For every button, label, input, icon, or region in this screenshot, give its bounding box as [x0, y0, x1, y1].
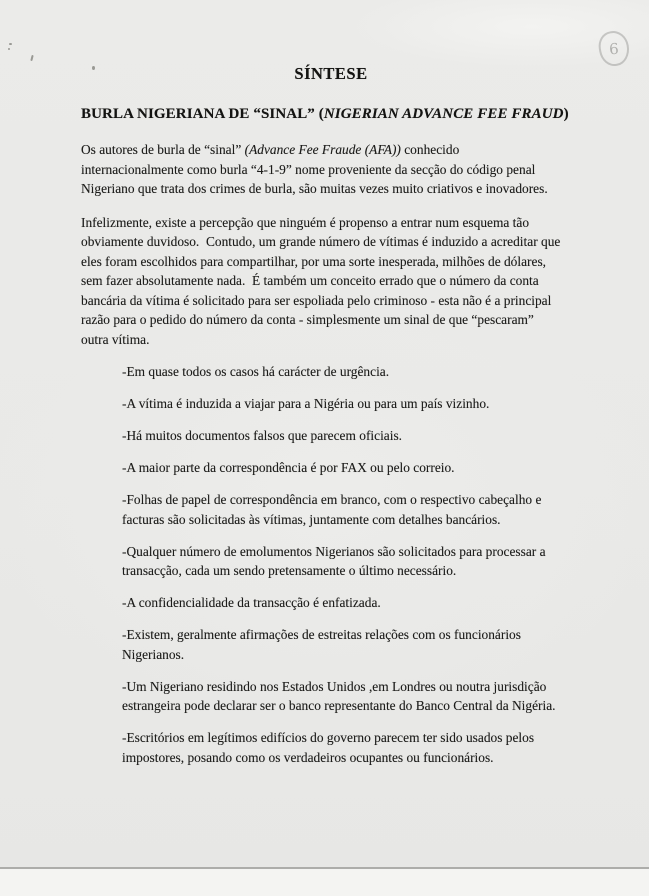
pencil-circled-mark	[596, 29, 632, 69]
list-item: -A confidencialidade da transacção é enfatizada.	[122, 595, 381, 610]
pencil-mark-number: 6	[608, 39, 620, 58]
list-item: -Qualquer número de emolumentos Nigerianos são solicitados para processar a transacção, cada um sendo pretensamente o último necessário.	[122, 543, 546, 578]
list-item: -Escritórios em legítimos edifícios do governo parecem ter sido usados pelos impostores, posando como os verdadeiros ocupantes ou funcionários.	[122, 730, 535, 765]
bullet-list	[122, 362, 581, 767]
paragraph-intro	[81, 140, 581, 199]
scan-speck	[30, 55, 33, 61]
heading-prefix: BURLA NIGERIANA DE “SINAL” (	[81, 106, 324, 122]
page-title: SÍNTESE	[294, 64, 368, 83]
list-item: -Folhas de papel de correspondência em branco, com o respectivo cabeçalho e facturas são solicitadas às vítimas, juntamente com detalhes bancários.	[122, 492, 542, 527]
heading-suffix: )	[563, 106, 569, 122]
paragraph-intro-end: conhecido internacionalmente como burla “4-1-9” nome proveniente da secção do código penal Nigeriano que trata dos crimes de burla, são muitas vezes muito criativos e inovadores.	[81, 142, 548, 196]
paragraph-intro-start: Os autores de burla de “sinal”	[81, 142, 245, 157]
list-item: -A vítima é induzida a viajar para a Nigéria ou para um país vizinho.	[122, 396, 490, 411]
list-item: -A maior parte da correspondência é por FAX ou pelo correio.	[122, 460, 455, 475]
paragraph-intro-italic: (Advance Fee Fraude (AFA))	[244, 142, 401, 157]
list-item: -Um Nigeriano residindo nos Estados Unidos ,em Londres ou noutra jurisdição estrangeira pode declarar ser o banco representante do Banco Central da Nigéria.	[122, 678, 556, 713]
heading-italic: NIGERIAN ADVANCE FEE FRAUD	[323, 106, 564, 122]
scan-speck	[9, 43, 12, 45]
document-content	[81, 64, 581, 780]
list-item: -Há muitos documentos falsos que parecem oficiais.	[122, 428, 403, 443]
list-item: -Existem, geralmente afirmações de estreitas relações com os funcionários Nigerianos.	[122, 627, 521, 662]
paragraph-misconception: Infelizmente, existe a percepção que ninguém é propenso a entrar num esquema tão obviamente duvidoso. Contudo, um grande número de vítimas é induzido a acreditar que eles foram escolhidos para compartilhar, por uma sorte inesperada, milhões de dólares, sem fazer absolutamente nada. É também um conceito errado que o número da conta bancária da vítima é solicitado para ser espoliada pelo criminoso - esta não é a principal razão para o pedido do número da conta - simplesmente um sinal de que “pescaram” outra vítima.	[81, 214, 561, 347]
doc-heading	[81, 106, 581, 123]
scan-speck	[8, 48, 10, 50]
scanner-background	[0, 869, 649, 896]
list-item: -Em quase todos os casos há carácter de urgência.	[122, 364, 390, 379]
